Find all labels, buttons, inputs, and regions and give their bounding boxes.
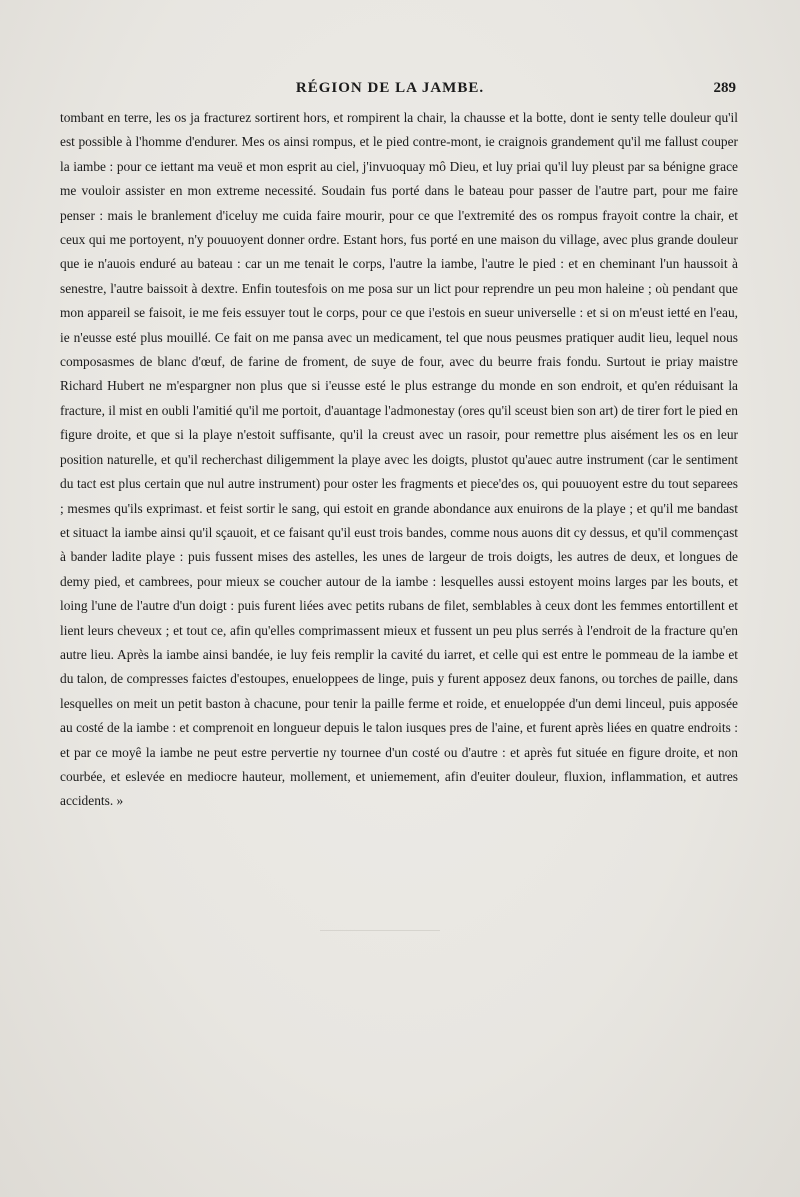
- bleed-through-rule: [320, 930, 440, 931]
- page-number: 289: [713, 80, 736, 96]
- body-paragraph: tombant en terre, les os ja fracturez sortirent hors, et rompirent la chair, la chausse et la botte, dont ie senty telle douleur qu'il est possible à l'homme d'endurer. Mes os ainsi rompus, et le pied contre-mont, ie craignois grandement qu'il me fallust couper la iambe : pour ce iettant ma veuë et mon esprit au ciel, j'invuoquay mô Dieu, et luy priai qu'il luy pleust par sa bénigne grace me vouloir assister en mon extreme necessité. Soudain fus porté dans le bateau pour passer de l'autre part, pour me faire penser : mais le branlement d'iceluy me cuida faire mourir, pour ce que l'extremité des os rompus frayoit contre la chair, et ceux qui me portoyent, n'y pouuoyent donner ordre. Estant hors, fus porté en une maison du village, avec plus grande douleur que ie n'auois enduré au bateau : car un me tenait le corps, l'autre la iambe, l'autre le pied : et en cheminant l'un haussoit à senestre, l'autre baissoit à dextre. Enfin toutesfois on me posa sur un lict pour reprendre un peu mon haleine ; où pendant que mon appareil se faisoit, ie me feis essuyer tout le corps, pour ce que i'estois en sueur universelle : et si on m'eust ietté en l'eau, ie n'eusse esté plus mouillé. Ce fait on me pansa avec un medicament, tel que nous peusmes pratiquer audit lieu, lequel nous composasmes de blanc d'œuf, de farine de froment, de suye de four, avec du beurre frais fondu. Surtout ie priay maistre Richard Hubert ne m'espargner non plus que si i'eusse esté le plus estrange du monde en son endroit, et qu'en réduisant la fracture, il mist en oubli l'amitié qu'il me portoit, d'auantage l'admonestay (ores qu'il sceust bien son art) de tirer fort le pied en figure droite, et que si la playe n'estoit suffisante, qu'il la creust avec un rasoir, pour remettre plus aisément les os en leur position naturelle, et qu'il recherchast diligemment la playe avec les doigts, plustot qu'auec autre instrument (car le sentiment du tact est plus certain que nul autre instrument) pour oster les fragments et piece'des os, qui pouuoyent estre du tout separees ; mesmes qu'ils exprimast. et feist sortir le sang, qui estoit en grande abondance aux enuirons de la playe ; et qu'il me bandast et situact la iambe ainsi qu'il sçauoit, et ce faisant qu'il eust trois bandes, comme nous auons dit cy dessus, et qu'il commençast à bander ladite playe : puis fussent mises des astelles, les unes de largeur de trois doigts, les autres de deux, et longues de demy pied, et cambrees, pour mieux se coucher autour de la iambe : lesquelles aussi estoyent moins larges par les bouts, et loing l'une de l'autre d'un doigt : puis furent liées avec petits rubans de filet, semblables à ceux dont les femmes entortillent et lient leurs cheveux ; et tout ce, afin qu'elles comprimassent mieux et fussent un peu plus serrés à l'endroit de la fracture qu'en autre lieu. Après la iambe ainsi bandée, ie luy feis remplir la cavité du iarret, et celle qui est entre le pommeau de la iambe et du talon, de compresses faictes d'estoupes, enueloppees de linge, puis y furent apposez deux fanons, ou torches de paille, dans lesquelles on meit un petit baston à chacune, pour tenir la paille ferme et roide, et enueloppée d'un demi linceul, puis apposée au costé de la iambe : et comprenoit en longueur depuis le talon iusques pres de l'aine, et furent après liées en quatre endroits : et par ce moyê la iambe ne peut estre pervertie ny tournee d'un costé ou d'autre : et après fut située en figure droite, et non courbée, et eslevée en mediocre hauteur, mollement, et uniemement, afin d'euiter douleur, fluxion, inflammation, et autres accidents. »: [60, 110, 738, 809]
- page-header: [60, 80, 736, 104]
- running-title: RÉGION DE LA JAMBE.: [295, 80, 485, 96]
